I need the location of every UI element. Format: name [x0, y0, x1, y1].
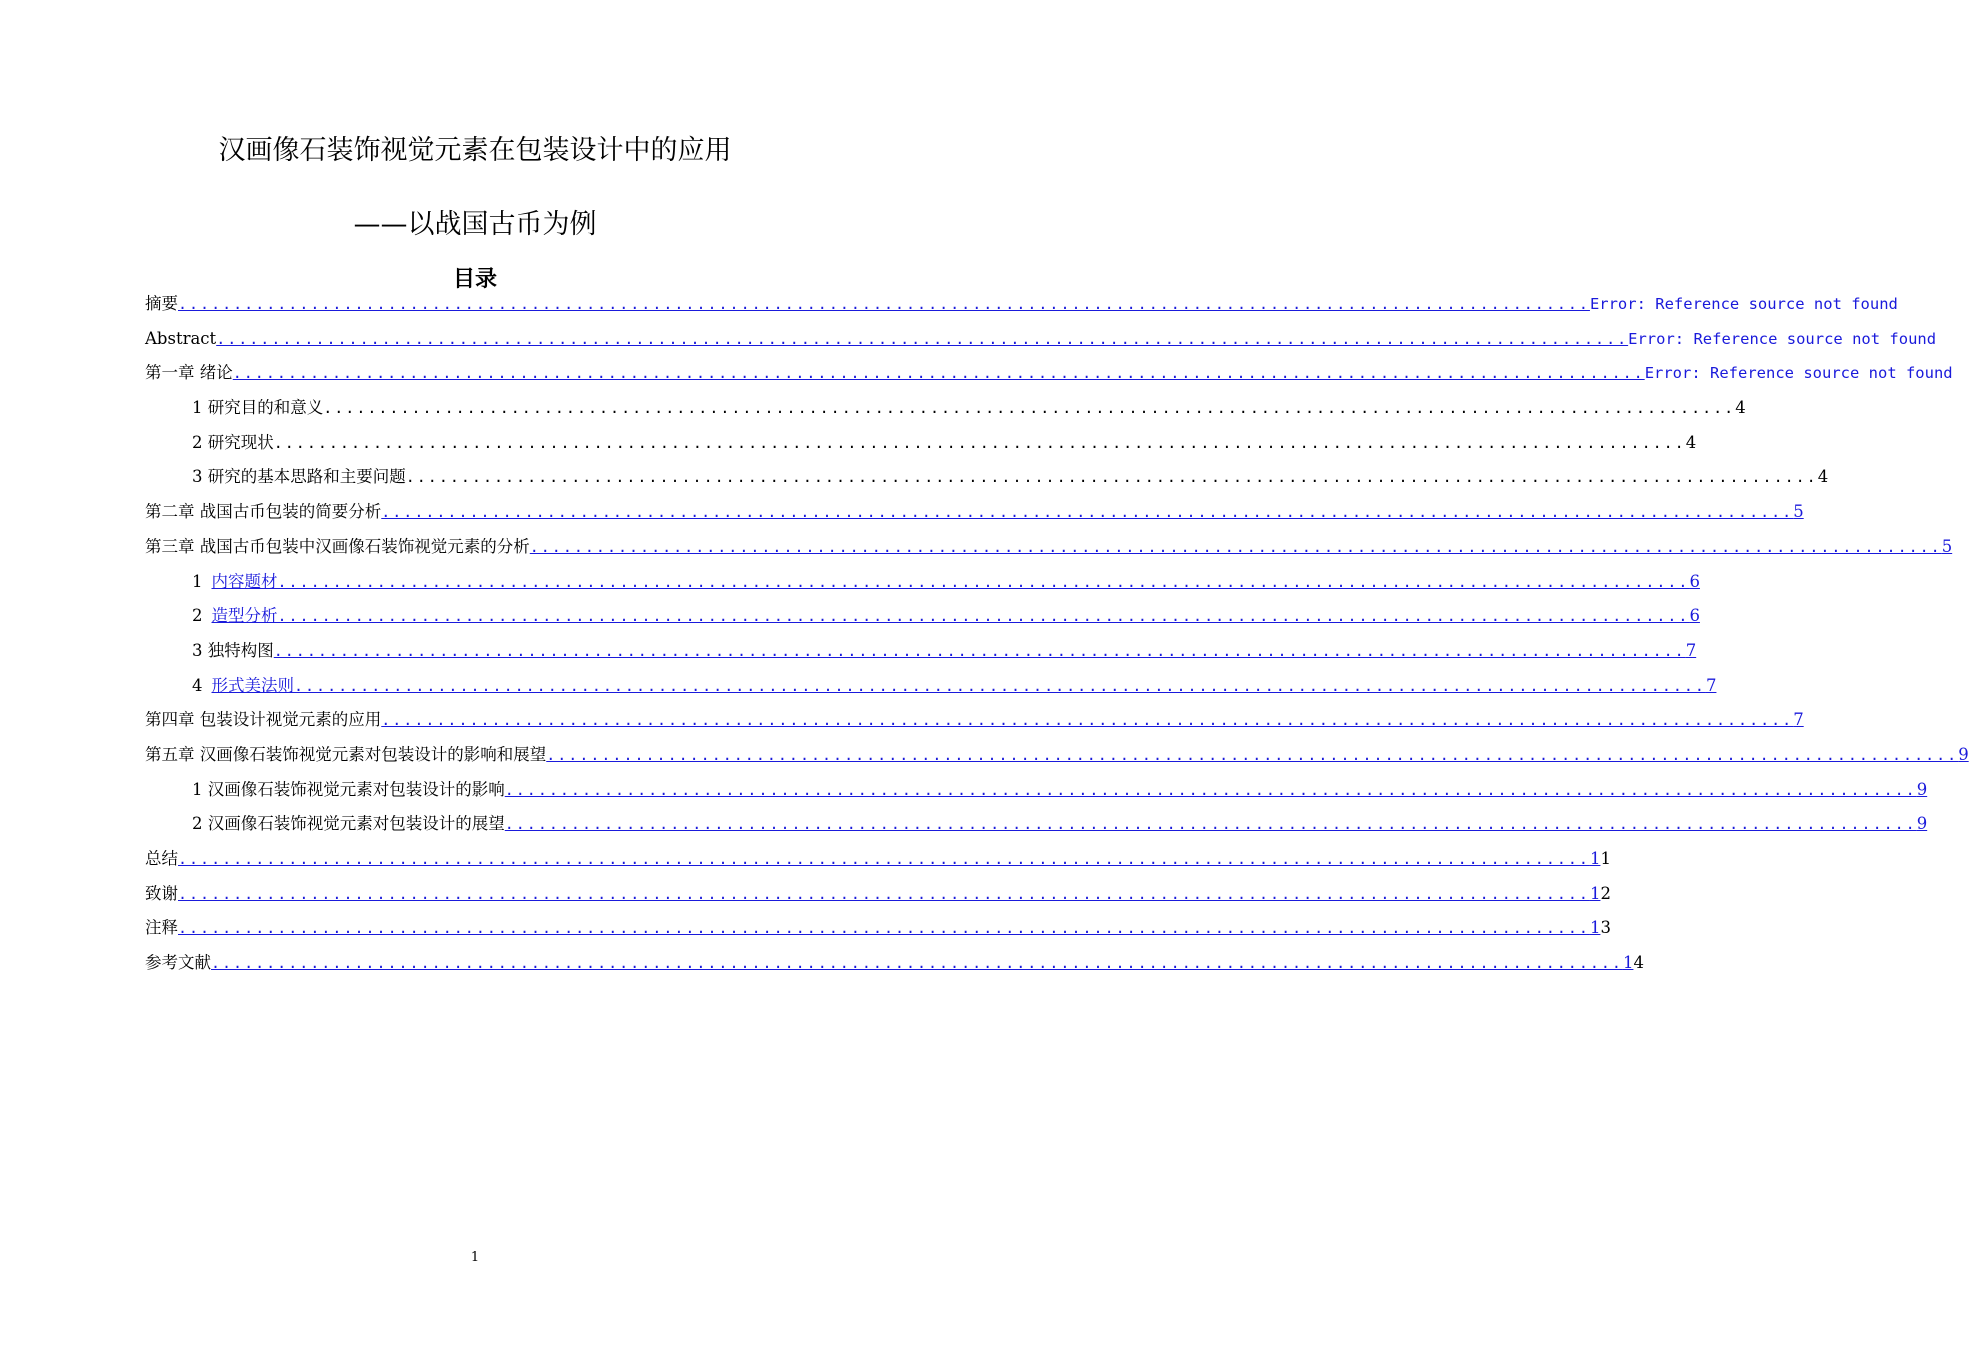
- toc-entry-summary[interactable]: [145, 845, 1611, 880]
- toc-entry-page[interactable]: 6: [1689, 571, 1700, 591]
- toc-entry-label: 3 研究的基本思路和主要问题: [192, 467, 406, 487]
- toc-leader-dots: ................................................................................................................................: [294, 676, 1706, 695]
- toc-leader-dots: ................................................................................................................................: [273, 641, 1686, 660]
- toc-entry-page: 4: [1735, 398, 1746, 418]
- toc-entry-page-error[interactable]: Error: Reference source not found: [1644, 364, 1953, 383]
- toc-leader-dots: ................................................................................................................................: [381, 711, 1794, 730]
- toc-entry-page[interactable]: 7: [1705, 675, 1717, 695]
- toc-entry-section[interactable]: [145, 568, 1700, 603]
- toc-leader-dots: ................................................................................................................................: [273, 433, 1686, 452]
- toc-entry-label: 第一章 绪论: [145, 363, 233, 383]
- toc-entry-number: 2: [192, 606, 203, 626]
- toc-entry-page-digit[interactable]: 1: [1589, 918, 1601, 938]
- toc-entry-link[interactable]: 内容题材: [211, 571, 278, 591]
- toc-entry-page-digit: 4: [1633, 953, 1644, 973]
- toc-entry-chapter-1[interactable]: [145, 359, 1953, 394]
- toc-entry-link[interactable]: 造型分析: [211, 606, 278, 626]
- toc-entry-page[interactable]: 6: [1689, 606, 1700, 626]
- toc-entry-label: 第五章 汉画像石装饰视觉元素对包装设计的影响和展望: [145, 744, 547, 764]
- toc-entry-page: 4: [1685, 432, 1697, 452]
- toc-entry-link[interactable]: 形式美法则: [211, 675, 294, 695]
- toc-entry-label: 1 研究目的和意义: [192, 398, 324, 418]
- toc-entry-label: 3 独特构图: [192, 640, 274, 660]
- toc-leader-dots: ................................................................................................................................: [178, 919, 1590, 938]
- toc-entry-label: 第三章 战国古币包装中汉画像石装饰视觉元素的分析: [145, 536, 530, 556]
- toc-entry-page-digit: 3: [1600, 918, 1611, 938]
- toc-entry-label: 参考文献: [145, 953, 211, 973]
- toc-entry-label: 1 汉画像石装饰视觉元素对包装设计的影响: [192, 779, 505, 799]
- toc-entry-section[interactable]: [145, 429, 1697, 464]
- toc-entry-page-digit[interactable]: 1: [1622, 953, 1634, 973]
- toc-heading: 目录: [452, 267, 497, 292]
- toc-entry-acknowledgements[interactable]: [145, 880, 1611, 915]
- table-of-contents: [145, 290, 1969, 984]
- toc-leader-dots: ................................................................................................................................: [381, 503, 1794, 522]
- toc-entry-chapter-5[interactable]: [145, 741, 1969, 776]
- toc-entry-page[interactable]: 7: [1685, 640, 1697, 660]
- toc-entry-label: 致谢: [145, 883, 178, 903]
- toc-entry-abstract-cn[interactable]: [145, 290, 1898, 325]
- toc-entry-number: 1: [192, 571, 203, 591]
- toc-entry-page[interactable]: 5: [1941, 536, 1953, 556]
- toc-leader-dots: ................................................................................................................................: [277, 607, 1690, 626]
- toc-leader-dots: ................................................................................................................................: [405, 468, 1818, 487]
- toc-leader-dots: ................................................................................................................................: [504, 815, 1917, 834]
- toc-entry-abstract-en[interactable]: [145, 325, 1937, 360]
- toc-entry-page[interactable]: 7: [1793, 710, 1804, 730]
- toc-entry-section[interactable]: [145, 637, 1697, 672]
- toc-entry-page[interactable]: 9: [1916, 779, 1928, 799]
- toc-entry-section[interactable]: [145, 810, 1928, 845]
- toc-leader-dots: ................................................................................................................................: [178, 884, 1590, 903]
- toc-entry-page: 4: [1817, 467, 1829, 487]
- toc-leader-dots: ................................................................................................................................: [216, 329, 1629, 348]
- toc-entry-label: 注释: [145, 918, 178, 938]
- document-title: 汉画像石装饰视觉元素在包装设计中的应用: [218, 135, 732, 166]
- toc-entry-page-digit[interactable]: 1: [1589, 883, 1601, 903]
- toc-entry-page[interactable]: 5: [1793, 502, 1804, 522]
- toc-leader-dots: ................................................................................................................................: [546, 745, 1959, 764]
- toc-entry-label: 2 研究现状: [192, 432, 274, 452]
- toc-leader-dots: ................................................................................................................................: [178, 850, 1590, 868]
- toc-entry-page-digit[interactable]: 1: [1589, 849, 1601, 868]
- toc-leader-dots: ................................................................................................................................: [504, 780, 1917, 799]
- toc-entry-page-error[interactable]: Error: Reference source not found: [1589, 295, 1898, 313]
- toc-entry-label: 第四章 包装设计视觉元素的应用: [145, 710, 382, 730]
- toc-entry-section[interactable]: [145, 463, 1829, 498]
- toc-entry-label: 2 汉画像石装饰视觉元素对包装设计的展望: [192, 814, 505, 834]
- toc-entry-section[interactable]: [145, 394, 1746, 429]
- toc-entry-page-error[interactable]: Error: Reference source not found: [1628, 329, 1937, 348]
- toc-entry-chapter-4[interactable]: [145, 706, 1804, 741]
- toc-leader-dots: ................................................................................................................................: [323, 399, 1736, 418]
- toc-leader-dots: ................................................................................................................................: [232, 364, 1645, 383]
- toc-entry-references[interactable]: [145, 949, 1644, 984]
- toc-leader-dots: ................................................................................................................................: [277, 572, 1690, 591]
- toc-entry-page[interactable]: 9: [1958, 744, 1969, 764]
- toc-leader-dots: ................................................................................................................................: [529, 537, 1942, 556]
- toc-entry-notes[interactable]: [145, 914, 1611, 949]
- toc-entry-label: Abstract: [145, 328, 217, 348]
- document-subtitle: ——以战国古币为例: [353, 209, 597, 240]
- toc-entry-label: 第二章 战国古币包装的简要分析: [145, 502, 382, 522]
- toc-leader-dots: ................................................................................................................................: [211, 954, 1623, 973]
- toc-entry-section[interactable]: [145, 672, 1717, 707]
- page-number: 1: [470, 1250, 480, 1265]
- toc-leader-dots: ................................................................................................................................: [178, 295, 1590, 313]
- toc-entry-label: 摘要: [145, 294, 178, 313]
- toc-entry-label: 总结: [145, 849, 178, 868]
- toc-entry-chapter-3[interactable]: [145, 533, 1953, 568]
- toc-entry-section[interactable]: [145, 602, 1700, 637]
- toc-entry-page[interactable]: 9: [1916, 814, 1928, 834]
- toc-entry-page-digit: 1: [1600, 849, 1611, 868]
- toc-entry-page-digit: 2: [1600, 883, 1611, 903]
- toc-entry-section[interactable]: [145, 776, 1928, 811]
- toc-entry-chapter-2[interactable]: [145, 498, 1804, 533]
- toc-entry-number: 4: [192, 675, 203, 695]
